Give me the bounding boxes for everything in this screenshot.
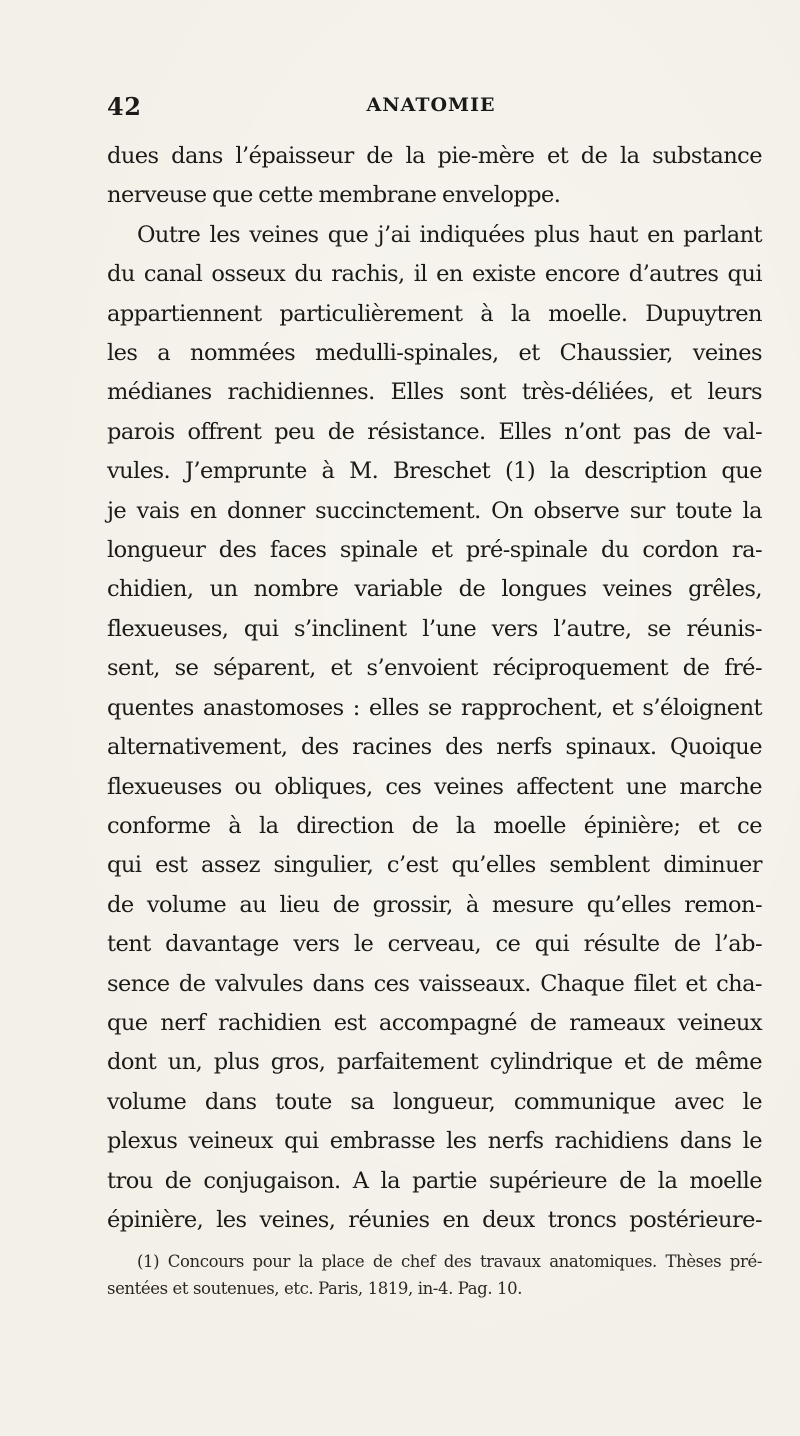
body-line: de volume au lieu de grossir, à mesure qu’elles remon- (107, 891, 762, 918)
body-line: du canal osseux du rachis, il en existe encore d’autres qui (107, 261, 762, 288)
running-head (107, 92, 755, 122)
body-text (107, 137, 762, 1240)
body-line: appartiennent particulièrement à la moelle. Dupuytren (107, 300, 762, 327)
body-line: conforme à la direction de la moelle épinière; et ce (107, 812, 762, 839)
body-line: tent davantage vers le cerveau, ce qui résulte de l’ab- (107, 931, 762, 958)
body-line: trou de conjugaison. A la partie supérieure de la moelle (107, 1167, 762, 1194)
body-line: qui est assez singulier, c’est qu’elles semblent diminuer (107, 852, 762, 879)
body-line: épinière, les veines, réunies en deux troncs postérieure- (107, 1206, 762, 1233)
body-line: nerveuse que cette membrane enveloppe. (107, 182, 561, 209)
body-line: longueur des faces spinale et pré-spinale du cordon ra- (107, 537, 762, 564)
footnote-line: sentées et soutenues, etc. Paris, 1819, in-4. Pag. 10. (107, 1279, 523, 1298)
body-line: sence de valvules dans ces vaisseaux. Chaque filet et cha- (107, 970, 762, 997)
body-line: flexueuses, qui s’inclinent l’une vers l’autre, se réunis- (107, 615, 762, 642)
running-title: ANATOMIE (366, 94, 496, 116)
body-line: vules. J’emprunte à M. Breschet (1) la description que (107, 458, 762, 485)
body-line: dont un, plus gros, parfaitement cylindrique et de même (107, 1049, 762, 1076)
body-line: alternativement, des racines des nerfs spinaux. Quoique (107, 734, 762, 761)
body-line: les a nommées medulli-spinales, et Chaussier, veines (107, 340, 762, 367)
body-line: parois offrent peu de résistance. Elles n’ont pas de val- (107, 418, 762, 445)
body-line: je vais en donner succinctement. On observe sur toute la (107, 497, 762, 524)
body-line: flexueuses ou obliques, ces veines affectent une marche (107, 773, 762, 800)
page-number: 42 (107, 92, 142, 121)
body-line: Outre les veines que j’ai indiquées plus haut en parlant (137, 221, 762, 248)
body-line: sent, se séparent, et s’envoient réciproquement de fré- (107, 655, 762, 682)
body-line: médianes rachidiennes. Elles sont très-déliées, et leurs (107, 379, 762, 406)
body-line: quentes anastomoses : elles se rapprochent, et s’éloignent (107, 694, 762, 721)
footnote-line: (1) Concours pour la place de chef des travaux anatomiques. Thèses pré- (137, 1252, 762, 1271)
footnotes (107, 1248, 762, 1302)
body-line: plexus veineux qui embrasse les nerfs rachidiens dans le (107, 1128, 762, 1155)
body-line: volume dans toute sa longueur, communique avec le (107, 1088, 762, 1115)
body-line: que nerf rachidien est accompagné de rameaux veineux (107, 1009, 762, 1036)
body-line: dues dans l’épaisseur de la pie-mère et de la substance (107, 143, 762, 169)
body-line: chidien, un nombre variable de longues veines grêles, (107, 576, 762, 603)
